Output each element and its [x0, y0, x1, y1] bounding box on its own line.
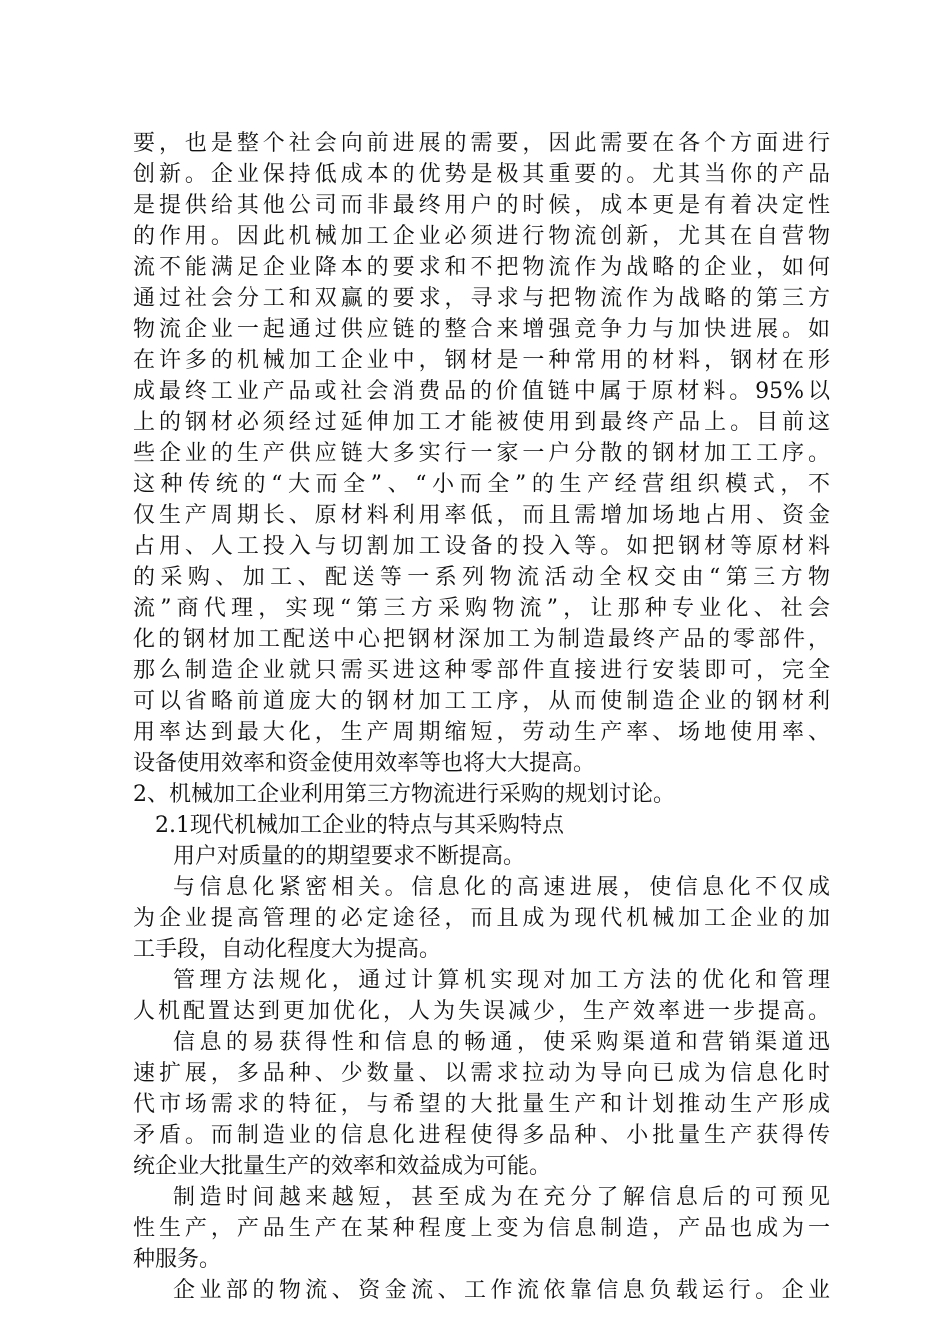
- paragraph-line: 人机配置达到更加优化，人为失误减少，生产效率进一步提高。: [133, 999, 830, 1024]
- paragraph-line: 用户对质量的的期望要求不断提高。: [173, 844, 526, 869]
- paragraph-line: 矛盾。而制造业的信息化进程使得多品种、小批量生产获得传: [133, 1123, 830, 1148]
- paragraph-line: 速扩展，多品种、少数量、以需求拉动为导向已成为信息化时: [133, 1061, 830, 1086]
- text-line: 可以省略前道庞大的钢材加工工序，从而使制造企业的钢材利: [133, 689, 830, 714]
- text-line: 仅生产周期长、原材料利用率低，而且需增加场地占用、资金: [133, 503, 830, 528]
- paragraph-line: 信息的易获得性和信息的畅通，使采购渠道和营销渠道迅: [173, 1030, 830, 1055]
- text-line: 些企业的生产供应链大多实行一家一户分散的钢材加工工序。: [133, 441, 830, 466]
- subsection-heading: 2.1现代机械加工企业的特点与其采购特点: [155, 813, 564, 838]
- text-line: 占用、人工投入与切割加工设备的投入等。如把钢材等原材料: [133, 534, 830, 559]
- paragraph-line: 企业部的物流、资金流、工作流依靠信息负载运行。企业: [173, 1278, 830, 1303]
- document-body: [133, 128, 830, 1306]
- text-line: 化的钢材加工配送中心把钢材深加工为制造最终产品的零部件，: [133, 627, 830, 652]
- text-line: 设备使用效率和资金使用效率等也将大大提高。: [133, 751, 596, 776]
- paragraph-line: 为企业提高管理的必定途径，而且成为现代机械加工企业的加: [133, 906, 830, 931]
- paragraph-line: 代市场需求的特征，与希望的大批量生产和计划推动生产形成: [133, 1092, 830, 1117]
- text-line: 流”商代理，实现“第三方采购物流”，让那种专业化、社会: [133, 596, 830, 621]
- paragraph-line: 种服务。: [133, 1247, 222, 1272]
- paragraph-line: 管理方法规化，通过计算机实现对加工方法的优化和管理: [173, 968, 830, 993]
- paragraph-line: 性生产，产品生产在某种程度上变为信息制造，产品也成为一: [133, 1216, 830, 1241]
- paragraph-line: 统企业大批量生产的效率和效益成为可能。: [133, 1154, 552, 1179]
- section-heading: 2、机械加工企业利用第三方物流进行采购的规划讨论。: [133, 782, 675, 807]
- text-line: 物流企业一起通过供应链的整合来增强竞争力与加快进展。如: [133, 317, 830, 342]
- text-line: 用率达到最大化，生产周期缩短，劳动生产率、场地使用率、: [133, 720, 830, 745]
- text-line: 这种传统的“大而全”、“小而全”的生产经营组织模式，不: [133, 472, 830, 497]
- text-line: 是提供给其他公司而非最终用户的时候，成本更是有着决定性: [133, 193, 830, 218]
- text-line: 的作用。因此机械加工企业必须进行物流创新，尤其在自营物: [133, 224, 830, 249]
- text-line: 的采购、加工、配送等一系列物流活动全权交由“第三方物: [133, 565, 830, 590]
- text-line: 成最终工业产品或社会消费品的价值链中属于原材料。95%以: [133, 379, 830, 404]
- text-line: 通过社会分工和双赢的要求，寻求与把物流作为战略的第三方: [133, 286, 830, 311]
- text-line: 上的钢材必须经过延伸加工才能被使用到最终产品上。目前这: [133, 410, 830, 435]
- text-line: 那么制造企业就只需买进这种零部件直接进行安装即可，完全: [133, 658, 830, 683]
- paragraph-line: 制造时间越来越短，甚至成为在充分了解信息后的可预见: [173, 1185, 830, 1210]
- paragraph-line: 与信息化紧密相关。信息化的高速进展，使信息化不仅成: [173, 875, 830, 900]
- text-line: 在许多的机械加工企业中，钢材是一种常用的材料，钢材在形: [133, 348, 830, 373]
- paragraph-line: 工手段，自动化程度大为提高。: [133, 937, 442, 962]
- text-line: 要，也是整个社会向前进展的需要，因此需要在各个方面进行: [133, 131, 830, 156]
- text-line: 流不能满足企业降本的要求和不把物流作为战略的企业，如何: [133, 255, 830, 280]
- text-line: 创新。企业保持低成本的优势是极其重要的。尤其当你的产品: [133, 162, 830, 187]
